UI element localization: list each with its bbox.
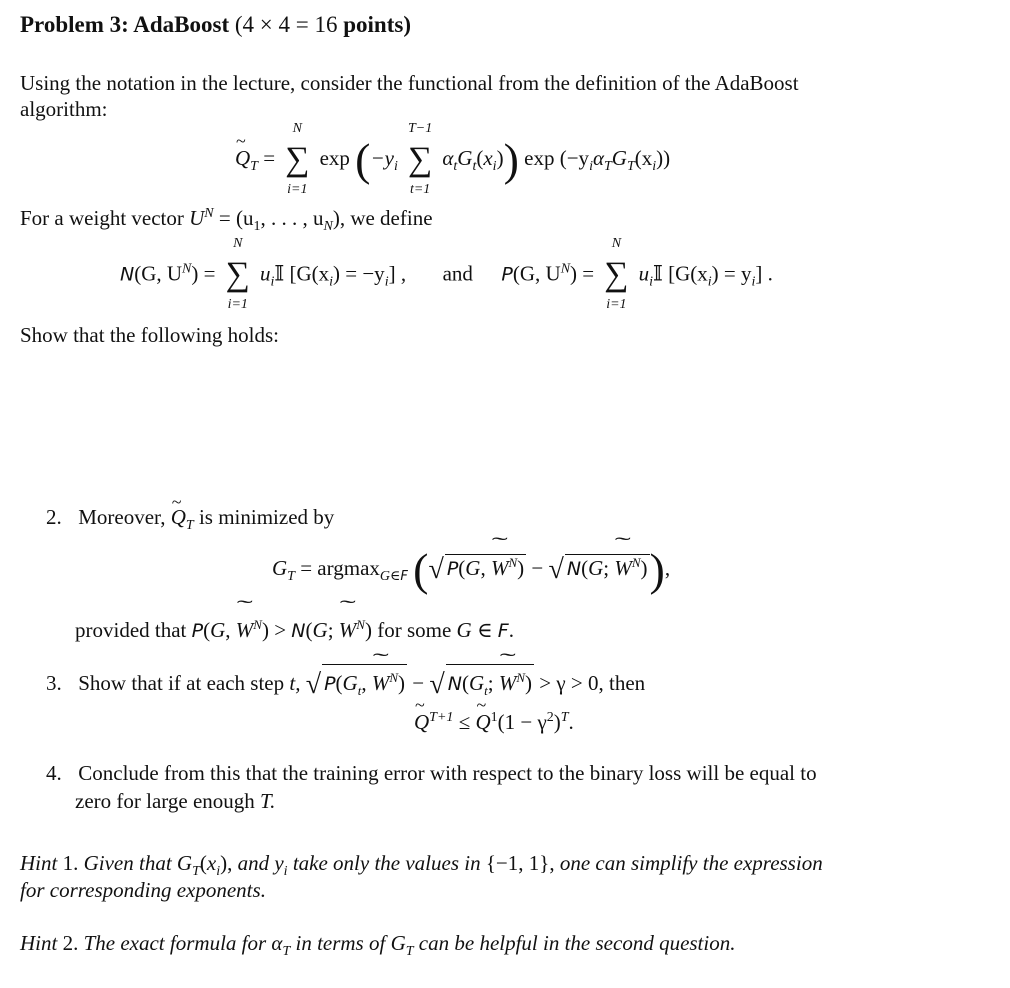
q-tilde: ~ Q bbox=[235, 146, 250, 171]
n-condition: ) = −y bbox=[333, 261, 385, 286]
hint-2-a: The exact formula for bbox=[83, 931, 267, 955]
sum3-upper: N bbox=[233, 236, 243, 251]
bound-rhs: (1 − γ bbox=[497, 710, 547, 734]
n-close: ] , bbox=[388, 261, 407, 286]
hint-2-line: Hint 2. The exact formula for $\alpha_T$ in terms of $G_T$ can be helpful in the second question. bbox=[20, 931, 736, 960]
item-3-number: 3. bbox=[46, 671, 62, 695]
sum2-upper: T−1 bbox=[407, 120, 433, 136]
item-3-line: 3. Show that if at each step t, √ $P(G_t$, ˜ $W^N$) − √ $N(G_t$; ˜ $W^N) > \gamma > 0$, then bbox=[46, 664, 645, 704]
weight-end: ), we define bbox=[332, 206, 433, 230]
item-4-T: T. bbox=[260, 789, 276, 813]
hint-2-number: 2. bbox=[62, 931, 79, 955]
sum-symbol-1: N ∑ i=1 bbox=[280, 145, 314, 176]
n-args: (G, U bbox=[134, 261, 183, 286]
item-3-gt-gamma: > γ > 0, then bbox=[539, 671, 646, 695]
hint-1-d: one can simplify the expression bbox=[559, 851, 823, 875]
hint-1-label: Hint bbox=[20, 851, 58, 875]
item-2-provided-line: provided that P(G, ˜ $W^N) > N(G$; ˜ $W^N$) for some G ∈ F. bbox=[75, 612, 514, 644]
intro-line-1: Using the notation in the lecture, consider the functional from the definition of the AdaBoost bbox=[20, 71, 799, 95]
sum4-lower: i=1 bbox=[606, 297, 627, 312]
x-tail: (x bbox=[634, 145, 653, 170]
item-2-number: 2. bbox=[46, 505, 62, 529]
p-close: ] . bbox=[755, 261, 773, 286]
n-u-symbol: u bbox=[259, 261, 271, 286]
weight-mid: = (u bbox=[213, 206, 254, 230]
hint-1-number: 1. bbox=[62, 851, 79, 875]
sum1-lower: i=1 bbox=[287, 181, 308, 197]
alpha-tail: α bbox=[592, 145, 604, 170]
item-2-line: 2. Moreover, ~ $Q_T$ is minimized by bbox=[46, 504, 334, 539]
equation-q-functional: ~ $Q_T$ = N ∑ i=1 $\exp (-y_i$ T−1 ∑ t=1 $\alpha_tG_t(x_i)$) $\exp (-y_i\alpha_TG_T(x_i))$ bbox=[235, 140, 670, 180]
sum1-upper: N bbox=[292, 120, 302, 136]
hint-2-label: Hint bbox=[20, 931, 58, 955]
exp-label: exp bbox=[319, 145, 350, 170]
title-points-expr: (4 × 4 = 16 bbox=[234, 12, 338, 37]
weight-pre: For a weight vector bbox=[20, 206, 184, 230]
hint-2-b: in terms of bbox=[295, 931, 386, 955]
argmax-word: = argmax bbox=[300, 555, 380, 580]
hint-1-a: Given that bbox=[83, 851, 172, 875]
item-4-number: 4. bbox=[46, 761, 62, 785]
argmax-subscript: G∈ bbox=[379, 569, 401, 584]
item-4-line-2 bbox=[75, 788, 275, 814]
weight-rest: , . . . , u bbox=[260, 206, 324, 230]
provided-post: for some bbox=[377, 618, 452, 642]
item-3-t: t, bbox=[289, 671, 301, 695]
cal-n-symbol: N bbox=[120, 263, 135, 286]
show-line: Show that the following holds: bbox=[20, 323, 279, 347]
item-3-pre: Show that if at each step bbox=[78, 671, 285, 695]
hint-1-line-1: Hint 1. Given that $G_T(x_i)$, and $y_i$ take only the values in {−1, 1}, one can simplify the expression bbox=[20, 851, 823, 880]
n-indicator: 𝕀 [G(x bbox=[274, 261, 330, 286]
p-u-symbol: u bbox=[638, 261, 650, 286]
weight-vec-symbol: U bbox=[189, 206, 205, 230]
and-word: and bbox=[442, 261, 473, 286]
bound-end: ) bbox=[553, 710, 561, 734]
item-4-text-1: Conclude from this that the training error with respect to the binary loss will be equal to bbox=[78, 761, 817, 785]
provided-g-in: G ∈ bbox=[456, 618, 493, 642]
close-tail: )) bbox=[656, 145, 671, 170]
provided-gt: > bbox=[274, 618, 287, 642]
g-tail: G bbox=[611, 145, 627, 170]
exp-tail: exp (−y bbox=[524, 145, 590, 170]
sum2-lower: t=1 bbox=[409, 181, 431, 197]
hint-1-c: take only the values in bbox=[292, 851, 481, 875]
leq-sign: ≤ bbox=[458, 710, 471, 734]
title-points-word: points) bbox=[343, 12, 411, 37]
hint-2-c: can be helpful in the second question. bbox=[418, 931, 736, 955]
hint-1-set: {−1, 1}, bbox=[485, 851, 555, 875]
hint-1-b: and bbox=[237, 851, 270, 875]
provided-pre: provided that bbox=[75, 618, 187, 642]
cal-p-symbol: P bbox=[501, 263, 513, 286]
item-2-pre: Moreover, bbox=[78, 505, 166, 529]
sum-symbol-2: T−1 ∑ t=1 bbox=[403, 145, 437, 176]
weight-vector-line: For a weight vector $U^N = (u_1$, . . . , $u_N$), we define bbox=[20, 206, 433, 235]
weight-vec-sup: N bbox=[204, 206, 214, 221]
sum3-lower: i=1 bbox=[227, 297, 248, 312]
p-args: (G, U bbox=[512, 261, 561, 286]
gt-symbol: G bbox=[272, 555, 288, 580]
equation-q-bound: ~ $Q^{T+1}$ ≤ ~ $Q^1(1 - \gamma^2)^T$. bbox=[414, 710, 574, 735]
item-4-text-2: zero for large enough bbox=[75, 789, 255, 813]
alpha-inner: α bbox=[442, 145, 454, 170]
hint-1-line-2: for corresponding exponents. bbox=[20, 878, 266, 902]
item-2-post: is minimized by bbox=[198, 505, 335, 529]
item-4-line-1 bbox=[46, 760, 817, 786]
equation-n-p-definitions: N(G, $U^N$) = N ∑ i=1 $u_i𝕀$ $[G(x_i) = -y_i]$ , and P(G, $U^N$) = N ∑ i=1 $u_i𝕀$ $[G(x_i) = y_i]$ . bbox=[120, 236, 773, 312]
equation-gt-argmax: $G_T = argmax_{G\in F}$ (√ P(G, ˜ $W^N$) − √ N(G; ˜ $W^N$)), bbox=[272, 550, 670, 590]
p-condition: ) = y bbox=[711, 261, 752, 286]
title-heading: Problem 3: AdaBoost bbox=[20, 12, 230, 37]
sum4-upper: N bbox=[611, 236, 622, 251]
sum-symbol-4: N ∑ i=1 bbox=[599, 260, 633, 291]
problem-title bbox=[20, 12, 411, 38]
intro-line-2: algorithm: bbox=[20, 97, 108, 121]
p-indicator: 𝕀 [G(x bbox=[653, 261, 708, 286]
sum-symbol-3: N ∑ i=1 bbox=[221, 260, 255, 291]
